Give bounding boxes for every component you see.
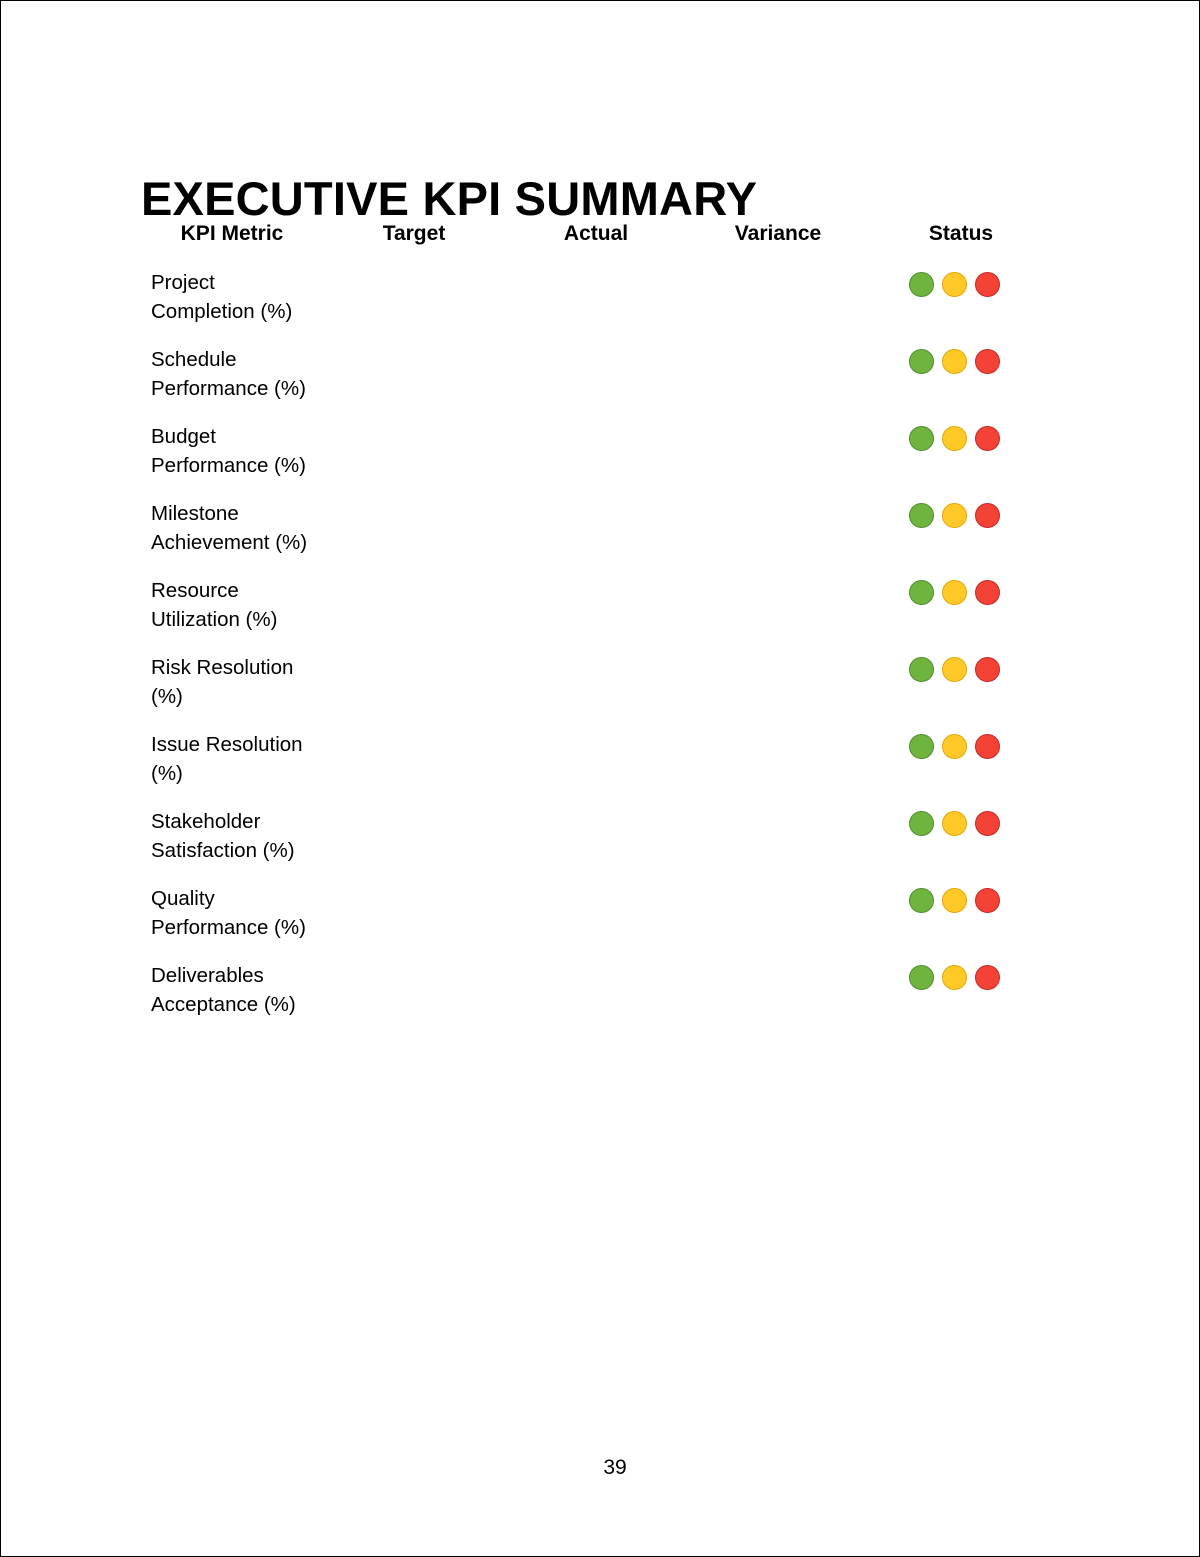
header-kpi-metric: KPI Metric	[180, 222, 284, 245]
status-cell	[869, 423, 1053, 500]
status-indicators	[869, 731, 1053, 759]
status-indicators	[869, 885, 1053, 913]
status-indicators	[869, 577, 1053, 605]
target-cell[interactable]	[323, 346, 505, 423]
actual-cell[interactable]	[505, 808, 687, 885]
variance-cell[interactable]	[687, 577, 869, 654]
yellow-status-icon[interactable]	[942, 888, 967, 913]
metric-cell: Schedule Performance (%)	[151, 348, 306, 400]
table-row	[141, 577, 1053, 654]
metric-cell: Risk Resolution (%)	[151, 656, 294, 708]
actual-cell[interactable]	[505, 269, 687, 346]
actual-cell[interactable]	[505, 423, 687, 500]
green-status-icon[interactable]	[909, 580, 934, 605]
yellow-status-icon[interactable]	[942, 734, 967, 759]
green-status-icon[interactable]	[909, 503, 934, 528]
red-status-icon[interactable]	[975, 657, 1000, 682]
red-status-icon[interactable]	[975, 503, 1000, 528]
status-indicators	[869, 346, 1053, 374]
status-cell	[869, 500, 1053, 577]
table-header-row	[141, 222, 1053, 269]
status-cell	[869, 885, 1053, 962]
variance-cell[interactable]	[687, 962, 869, 1039]
status-cell	[869, 269, 1053, 346]
variance-cell[interactable]	[687, 269, 869, 346]
actual-cell[interactable]	[505, 731, 687, 808]
red-status-icon[interactable]	[975, 734, 1000, 759]
header-status: Status	[928, 222, 994, 245]
actual-cell[interactable]	[505, 346, 687, 423]
red-status-icon[interactable]	[975, 965, 1000, 990]
yellow-status-icon[interactable]	[942, 657, 967, 682]
table-row	[141, 962, 1053, 1039]
green-status-icon[interactable]	[909, 426, 934, 451]
metric-cell: Project Completion (%)	[151, 271, 293, 323]
target-cell[interactable]	[323, 577, 505, 654]
actual-cell[interactable]	[505, 654, 687, 731]
metric-cell: Deliverables Acceptance (%)	[151, 964, 296, 1016]
status-indicators	[869, 269, 1053, 297]
green-status-icon[interactable]	[909, 734, 934, 759]
status-indicators	[869, 962, 1053, 990]
yellow-status-icon[interactable]	[942, 965, 967, 990]
variance-cell[interactable]	[687, 500, 869, 577]
table-row	[141, 654, 1053, 731]
metric-cell: Issue Resolution (%)	[151, 733, 303, 785]
red-status-icon[interactable]	[975, 426, 1000, 451]
status-cell	[869, 731, 1053, 808]
metric-cell: Stakeholder Satisfaction (%)	[151, 810, 295, 862]
red-status-icon[interactable]	[975, 349, 1000, 374]
yellow-status-icon[interactable]	[942, 272, 967, 297]
page-number: 39	[603, 1456, 627, 1479]
variance-cell[interactable]	[687, 654, 869, 731]
actual-cell[interactable]	[505, 962, 687, 1039]
table-row	[141, 808, 1053, 885]
target-cell[interactable]	[323, 269, 505, 346]
status-cell	[869, 808, 1053, 885]
metric-cell: Milestone Achievement (%)	[151, 502, 308, 554]
variance-cell[interactable]	[687, 731, 869, 808]
yellow-status-icon[interactable]	[942, 811, 967, 836]
variance-cell[interactable]	[687, 808, 869, 885]
metric-cell: Resource Utilization (%)	[151, 579, 278, 631]
green-status-icon[interactable]	[909, 811, 934, 836]
target-cell[interactable]	[323, 423, 505, 500]
table-row	[141, 500, 1053, 577]
table-row	[141, 346, 1053, 423]
yellow-status-icon[interactable]	[942, 503, 967, 528]
green-status-icon[interactable]	[909, 888, 934, 913]
yellow-status-icon[interactable]	[942, 426, 967, 451]
variance-cell[interactable]	[687, 885, 869, 962]
variance-cell[interactable]	[687, 346, 869, 423]
header-variance: Variance	[734, 222, 822, 245]
red-status-icon[interactable]	[975, 888, 1000, 913]
header-actual: Actual	[563, 222, 629, 245]
status-cell	[869, 962, 1053, 1039]
status-cell	[869, 577, 1053, 654]
red-status-icon[interactable]	[975, 811, 1000, 836]
page-title: EXECUTIVE KPI SUMMARY	[141, 172, 758, 226]
target-cell[interactable]	[323, 500, 505, 577]
actual-cell[interactable]	[505, 577, 687, 654]
green-status-icon[interactable]	[909, 657, 934, 682]
table-row	[141, 269, 1053, 346]
target-cell[interactable]	[323, 654, 505, 731]
table-row	[141, 423, 1053, 500]
actual-cell[interactable]	[505, 885, 687, 962]
status-indicators	[869, 808, 1053, 836]
status-cell	[869, 654, 1053, 731]
status-indicators	[869, 423, 1053, 451]
yellow-status-icon[interactable]	[942, 580, 967, 605]
metric-cell: Quality Performance (%)	[151, 887, 306, 939]
actual-cell[interactable]	[505, 500, 687, 577]
green-status-icon[interactable]	[909, 965, 934, 990]
red-status-icon[interactable]	[975, 580, 1000, 605]
target-cell[interactable]	[323, 962, 505, 1039]
status-indicators	[869, 500, 1053, 528]
yellow-status-icon[interactable]	[942, 349, 967, 374]
kpi-table	[141, 222, 1053, 1039]
status-indicators	[869, 654, 1053, 682]
target-cell[interactable]	[323, 808, 505, 885]
target-cell[interactable]	[323, 885, 505, 962]
red-status-icon[interactable]	[975, 272, 1000, 297]
variance-cell[interactable]	[687, 423, 869, 500]
status-cell	[869, 346, 1053, 423]
table-row	[141, 885, 1053, 962]
metric-cell: Budget Performance (%)	[151, 425, 306, 477]
table-row	[141, 731, 1053, 808]
green-status-icon[interactable]	[909, 272, 934, 297]
green-status-icon[interactable]	[909, 349, 934, 374]
target-cell[interactable]	[323, 731, 505, 808]
header-target: Target	[382, 222, 446, 245]
